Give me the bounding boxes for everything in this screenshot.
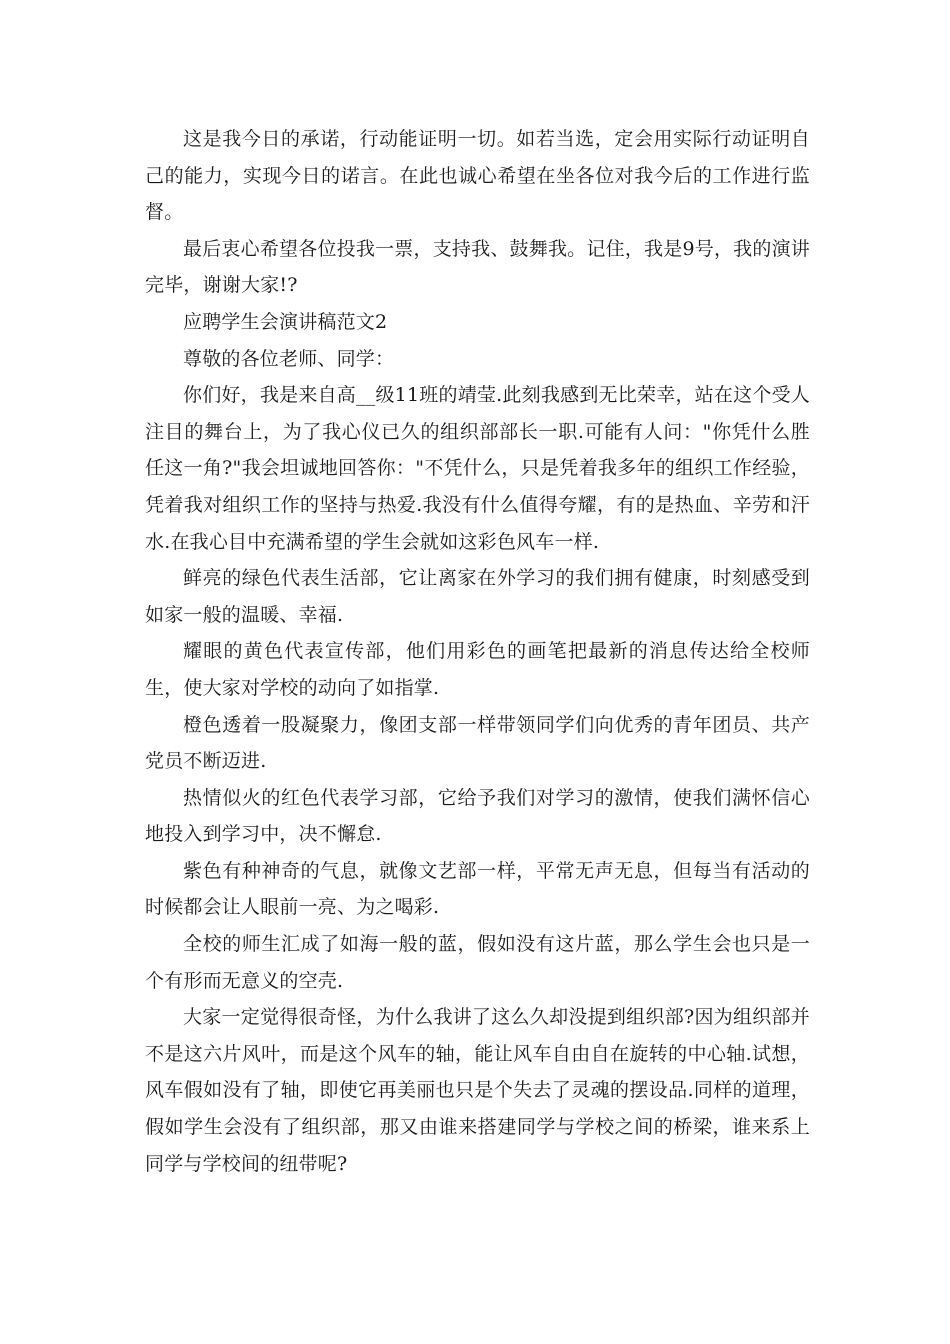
paragraph-closing: 最后衷心希望各位投我一票，支持我、鼓舞我。记住，我是9号，我的演讲完毕，谢谢大家!? xyxy=(145,237,810,297)
paragraph-blue: 全校的师生汇成了如海一般的蓝，假如没有这片蓝，那么学生会也只是一个有形而无意义的空壳. xyxy=(145,933,810,992)
section-heading: 应聘学生会演讲稿范文2 xyxy=(183,310,388,333)
paragraph-promise: 这是我今日的承诺，行动能证明一切。如若当选，定会用实际行动证明自己的能力，实现今日的诺言。在此也诚心希望在坐各位对我今后的工作进行监督。 xyxy=(145,128,810,224)
paragraph-purple: 紫色有种神奇的气息，就像文艺部一样，平常无声无息，但每当有活动的时候都会让人眼前一亮、为之喝彩. xyxy=(145,859,810,919)
paragraph-introduction: 你们好，我是来自高__级11班的靖莹.此刻我感到无比荣幸，站在这个受人注目的舞台上，为了我心仪已久的组织部部长一职.可能有人问："你凭什么胜任这一角?"我会坦诚地回答你："不凭什么，只是凭着我多年的组织工作经验，凭着我对组织工作的坚持与热爱.我没有什么值得夸耀，有的是热血、辛劳和汗水.在我心目中充满希望的学生会就如这彩色风车一样. xyxy=(145,384,810,553)
paragraph-orange: 橙色透着一股凝聚力，像团支部一样带领同学们向优秀的青年团员、共产党员不断迈进. xyxy=(145,713,810,773)
paragraph-axis: 大家一定觉得很奇怪，为什么我讲了这么久却没提到组织部?因为组织部并不是这六片风叶，而是这个风车的轴，能让风车自由自在旋转的中心轴.试想，风车假如没有了轴，即使它再美丽也只是个失去了灵魂的摆设品.同样的道理，假如学生会没有了组织部，那又由谁来搭建同学与学校之间的桥梁，谁来系上同学与学校间的纽带呢? xyxy=(145,1006,810,1175)
paragraph-salutation: 尊敬的各位老师、同学： xyxy=(183,347,395,370)
paragraph-green: 鲜亮的绿色代表生活部，它让离家在外学习的我们拥有健康，时刻感受到如家一般的温暖、幸福. xyxy=(145,567,810,626)
document-body xyxy=(145,121,810,1182)
paragraph-red: 热情似火的红色代表学习部，它给予我们对学习的激情，使我们满怀信心地投入到学习中，决不懈怠. xyxy=(145,786,810,846)
paragraph-yellow: 耀眼的黄色代表宣传部，他们用彩色的画笔把最新的消息传达给全校师生，使大家对学校的动向了如指掌. xyxy=(145,640,810,699)
